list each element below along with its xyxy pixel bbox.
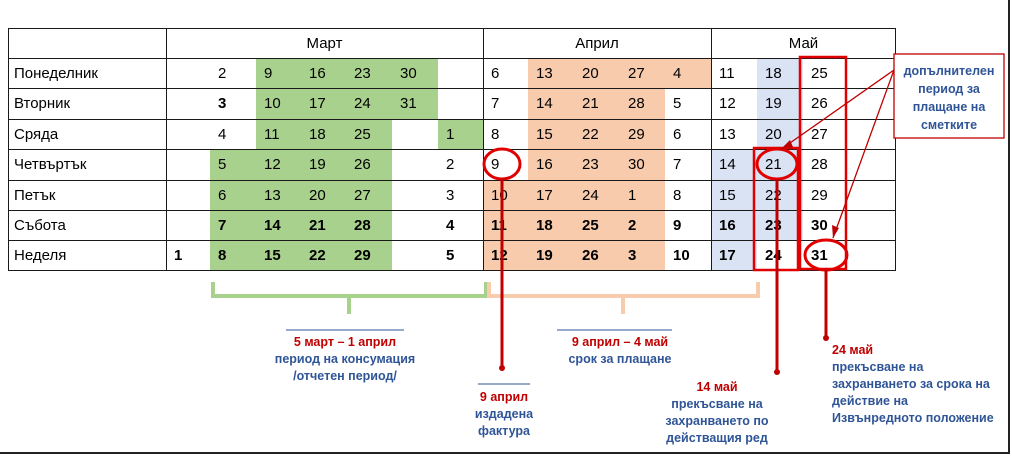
day-cell: 23 xyxy=(757,210,803,240)
day-cell: 16 xyxy=(711,210,757,240)
consumption-note xyxy=(255,334,435,385)
day-cell: 21 xyxy=(301,210,346,240)
day-cell: 7 xyxy=(210,210,256,240)
extra-label-2: период за xyxy=(918,82,980,96)
weekday-label: Петък xyxy=(14,186,56,204)
weekday-label: Понеделник xyxy=(14,64,98,82)
day-cell: 22 xyxy=(757,180,803,210)
arrow-to-14 xyxy=(780,70,894,150)
may24-label-1: прекъсване на xyxy=(832,360,924,374)
day-cell: 18 xyxy=(528,210,574,240)
circle-may-14 xyxy=(757,149,797,179)
day-cell: 20 xyxy=(574,58,620,88)
day-cell: 12 xyxy=(719,95,736,112)
weekday-label: Четвъртък xyxy=(14,156,87,173)
day-cell: 14 xyxy=(528,88,574,119)
day-cell: 6 xyxy=(491,64,500,82)
day-cell: 24 xyxy=(765,246,782,264)
day-cell: 4 xyxy=(446,216,455,234)
day-cell: 22 xyxy=(301,240,346,270)
day-cell: 14 xyxy=(711,149,757,180)
day-cell: 4 xyxy=(665,58,711,88)
day-cell: 9 xyxy=(673,216,682,234)
day-cell: 27 xyxy=(346,180,392,210)
day-cell: 9 xyxy=(491,156,500,173)
may14-label-3: действащия ред xyxy=(666,431,768,445)
day-cell: 31 xyxy=(811,246,828,264)
weekday-label: Сряда xyxy=(14,125,59,143)
day-cell: 17 xyxy=(528,180,574,210)
day-cell: 4 xyxy=(218,125,227,143)
weekday-label: Събота xyxy=(14,216,66,234)
circle-april-9 xyxy=(484,149,520,179)
day-cell: 29 xyxy=(811,186,828,204)
day-cell: 19 xyxy=(528,240,574,270)
extra-label-4: сметките xyxy=(920,118,978,132)
day-cell: 16 xyxy=(528,149,574,180)
payment-label: срок за плащане xyxy=(568,352,672,366)
day-cell: 30 xyxy=(392,58,438,88)
day-cell: 24 xyxy=(346,88,392,119)
weekday-label: Неделя xyxy=(14,246,67,264)
day-cell: 2 xyxy=(620,210,665,240)
day-cell: 26 xyxy=(811,95,828,112)
day-cell: 13 xyxy=(256,180,301,210)
day-cell: 8 xyxy=(210,240,256,270)
day-cell: 27 xyxy=(811,125,828,143)
day-cell: 26 xyxy=(574,240,620,270)
day-cell: 11 xyxy=(719,64,735,82)
day-cell: 30 xyxy=(811,216,828,234)
may14-note xyxy=(652,379,782,447)
day-cell: 28 xyxy=(346,210,392,240)
day-cell: 13 xyxy=(528,58,574,88)
day-cell: 12 xyxy=(256,149,301,180)
may24-label-4: Извънредното положение xyxy=(832,411,994,425)
day-cell: 3 xyxy=(218,95,227,112)
day-cell: 2 xyxy=(218,64,227,82)
arrow-to-24 xyxy=(833,70,894,238)
day-cell: 26 xyxy=(346,149,392,180)
day-cell: 10 xyxy=(256,88,301,119)
day-cell: 11 xyxy=(483,210,528,240)
consumption-label-2: /отчетен период/ xyxy=(293,369,397,383)
day-cell: 18 xyxy=(757,58,803,88)
payment-dates: 9 април – 4 май xyxy=(571,335,669,349)
day-cell: 23 xyxy=(574,149,620,180)
extra-label-3: плащане на xyxy=(912,100,986,114)
day-cell: 5 xyxy=(673,95,682,112)
day-cell: 13 xyxy=(719,125,736,143)
may24-label-3: действие на xyxy=(832,394,908,408)
day-cell: 19 xyxy=(757,88,803,119)
may14-label-1: прекъсване на xyxy=(671,397,763,411)
may14-label-2: захранването по xyxy=(665,414,769,428)
may24-date: 24 май xyxy=(832,343,874,357)
day-cell: 8 xyxy=(673,186,682,204)
day-cell: 25 xyxy=(346,119,392,149)
day-cell: 25 xyxy=(811,64,828,82)
day-cell: 21 xyxy=(574,88,620,119)
day-cell: 1 xyxy=(620,180,665,210)
day-cell: 28 xyxy=(620,88,665,119)
day-cell: 2 xyxy=(446,156,455,173)
invoice-label-1: издадена xyxy=(474,407,534,421)
day-cell: 29 xyxy=(346,240,392,270)
day-cell: 15 xyxy=(528,119,574,149)
day-cell: 15 xyxy=(711,180,757,210)
day-cell: 12 xyxy=(483,240,528,270)
day-cell: 6 xyxy=(210,180,256,210)
consumption-dates: 5 март – 1 април xyxy=(293,335,397,349)
day-cell: 24 xyxy=(574,180,620,210)
day-cell: 25 xyxy=(574,210,620,240)
day-cell: 18 xyxy=(301,119,346,149)
day-cell: 3 xyxy=(446,186,455,204)
consumption-label-1: период на консумация xyxy=(274,352,416,366)
invoice-note xyxy=(459,389,549,440)
may14-date: 14 май xyxy=(696,380,738,394)
invoice-label-2: фактура xyxy=(478,424,530,438)
consumption-bracket xyxy=(213,282,486,314)
day-cell: 19 xyxy=(301,149,346,180)
day-cell: 8 xyxy=(491,125,500,143)
extra-label-1: допълнителен xyxy=(903,64,995,78)
month-header-april: Април xyxy=(575,34,619,52)
day-cell: 22 xyxy=(574,119,620,149)
month-header-may: Май xyxy=(788,34,819,52)
day-cell: 28 xyxy=(811,156,828,173)
may24-label-2: захранването за срока на xyxy=(832,377,990,391)
day-cell: 9 xyxy=(256,58,301,88)
day-cell: 11 xyxy=(256,119,301,149)
day-cell: 20 xyxy=(301,180,346,210)
day-cell: 5 xyxy=(446,246,455,264)
day-cell: 7 xyxy=(673,156,682,173)
circle-may-24 xyxy=(805,240,847,270)
payment-note xyxy=(535,334,705,368)
day-cell: 31 xyxy=(392,88,438,119)
day-cell: 30 xyxy=(620,149,665,180)
day-cell: 16 xyxy=(301,58,346,88)
day-cell: 6 xyxy=(673,125,682,143)
day-cell: 3 xyxy=(620,240,665,270)
day-cell: 15 xyxy=(256,240,301,270)
day-cell: 23 xyxy=(346,58,392,88)
day-cell: 14 xyxy=(256,210,301,240)
day-cell: 21 xyxy=(757,149,803,180)
payment-bracket xyxy=(489,282,758,314)
day-cell: 10 xyxy=(673,246,690,264)
day-cell: 17 xyxy=(301,88,346,119)
day-cell: 17 xyxy=(711,240,757,270)
day-cell: 5 xyxy=(210,149,256,180)
may24-note xyxy=(832,342,1008,427)
day-cell: 27 xyxy=(620,58,665,88)
extra-period-note xyxy=(894,62,1004,134)
extra-period-box-upper xyxy=(800,57,846,269)
day-cell: 10 xyxy=(483,180,528,210)
day-cell: 1 xyxy=(174,246,183,264)
day-cell: 20 xyxy=(757,119,803,149)
day-cell: 29 xyxy=(620,119,665,149)
weekday-label: Вторник xyxy=(14,95,71,112)
day-cell: 7 xyxy=(491,95,500,112)
month-header-march: Март xyxy=(306,34,343,52)
invoice-date: 9 април xyxy=(479,390,529,404)
day-cell: 1 xyxy=(438,119,483,149)
